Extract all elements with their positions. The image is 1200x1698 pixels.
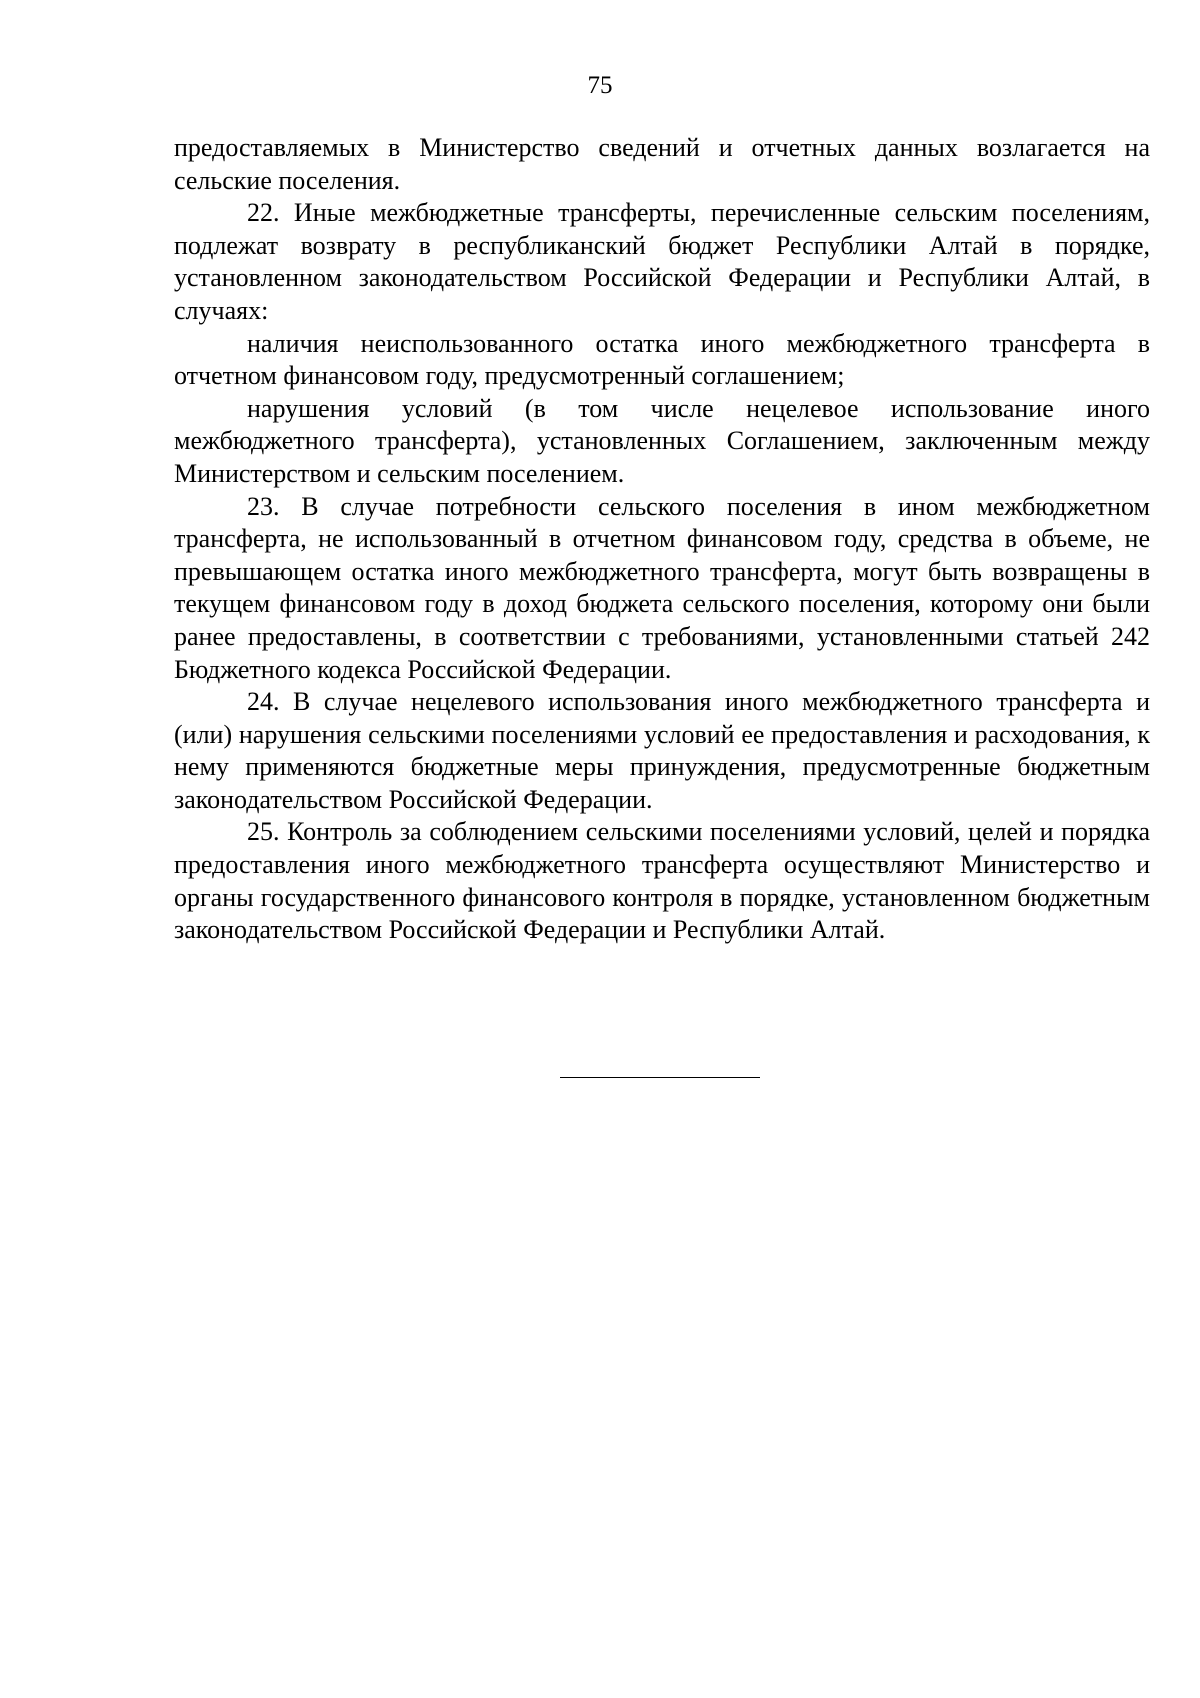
paragraph-22-case-violation: нарушения условий (в том числе нецелевое использование иного межбюджетного трансферта), установленных Соглашением, заключенным между Министерством и сельским поселением. [174,393,1150,488]
document-body [174,132,1150,947]
page-number: 75 [587,72,613,99]
paragraph-24: 24. В случае нецелевого использования иного межбюджетного трансферта и (или) нарушения сельскими поселениями условий ее предоставления и расходования, к нему применяются бюджетные меры принуждения, предусмотренные бюджетным законодательством Российской Федерации. [174,687,1150,814]
paragraph-23: 23. В случае потребности сельского поселения в ином межбюджетном трансферта, не использованный в отчетном финансовом году, средства в объеме, не превышающем остатка иного межбюджетного трансферта, могут быть возвращены в текущем финансовом году в доход бюджета сельского поселения, которому они были ранее предоставлены, в соответствии с требованиями, установленными статьей 242 Бюджетного кодекса Российской Федерации. [174,491,1150,684]
paragraph-25: 25. Контроль за соблюдением сельскими поселениями условий, целей и порядка предоставления иного межбюджетного трансферта осуществляют Министерство и органы государственного финансового контроля в порядке, установленном бюджетным законодательством Российской Федерации и Республики Алтай. [174,817,1150,945]
paragraph-continuation: предоставляемых в Министерство сведений и отчетных данных возлагается на сельские поселения. [174,133,1150,195]
end-of-document-rule [560,1077,760,1078]
paragraph-22-case-unused-balance: наличия неиспользованного остатка иного межбюджетного трансферта в отчетном финансовом году, предусмотренный соглашением; [174,328,1150,391]
paragraph-22: 22. Иные межбюджетные трансферты, перечисленные сельским поселениям, подлежат возврату в республиканский бюджет Республики Алтай в порядке, установленном законодательством Российской Федерации и Республики Алтай, в случаях: [174,198,1150,325]
